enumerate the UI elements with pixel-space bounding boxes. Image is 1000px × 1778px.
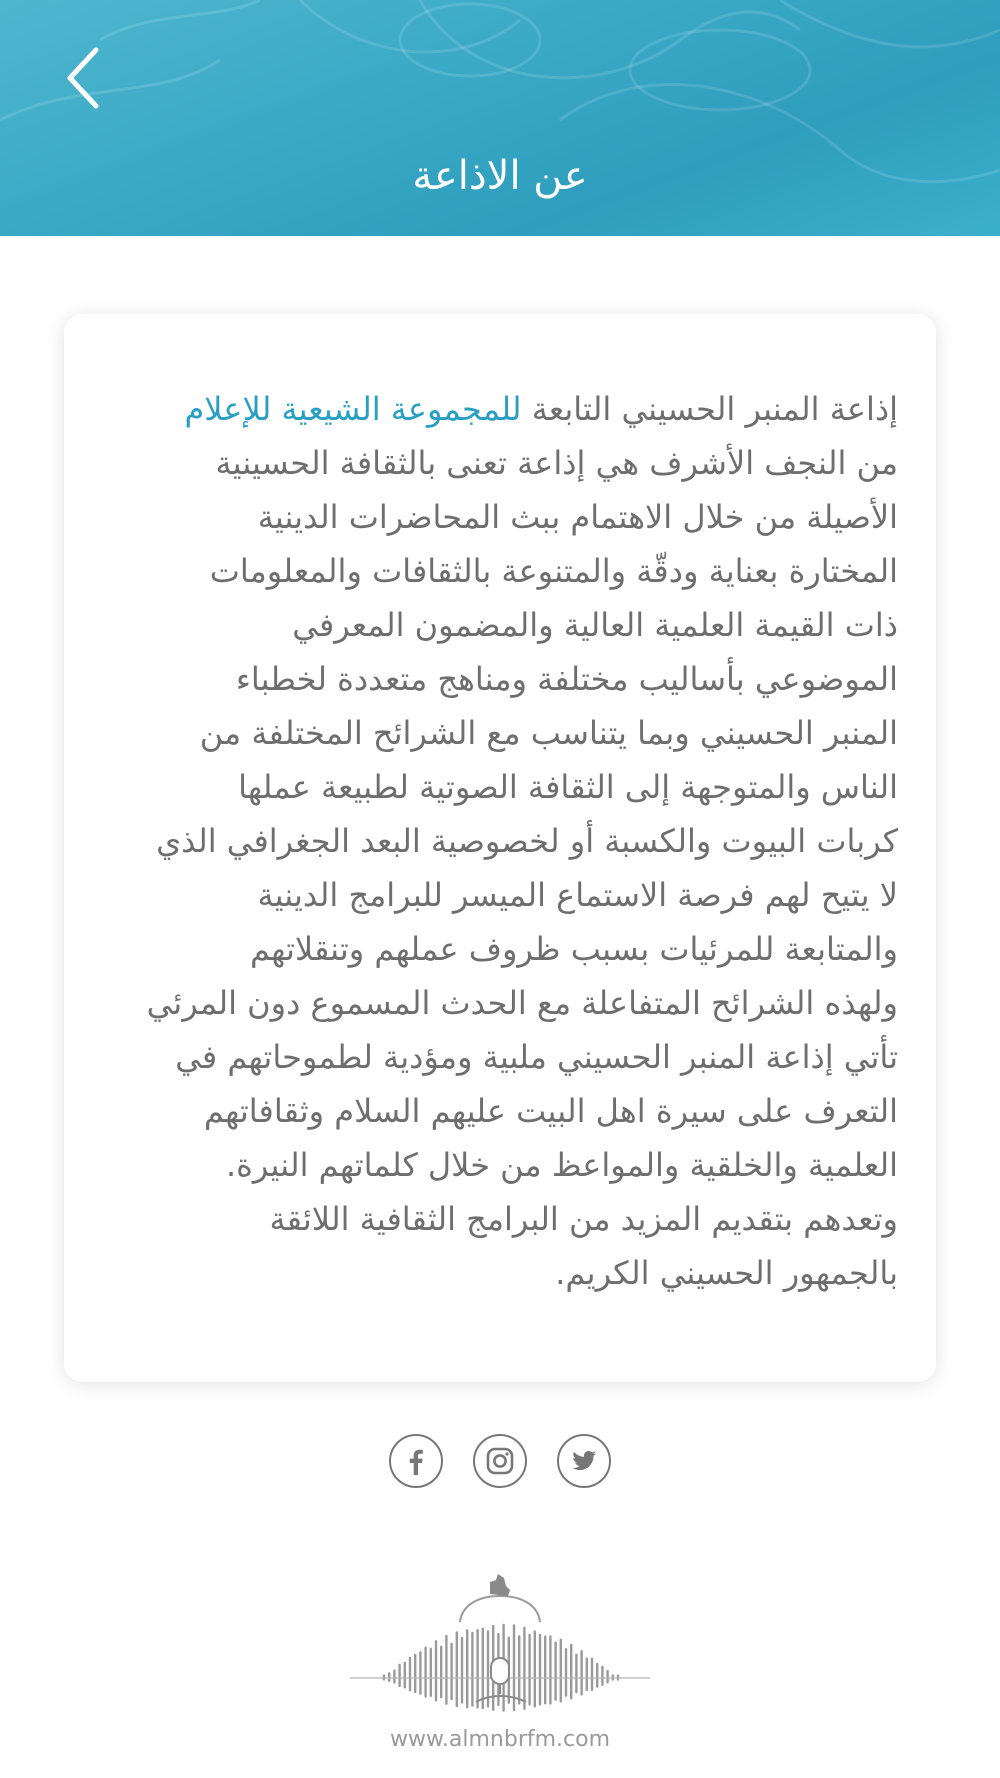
instagram-icon <box>485 1446 515 1476</box>
organization-link[interactable]: للمجموعة الشيعية للإعلام <box>184 390 522 428</box>
page-title: عن الاذاعة <box>412 153 588 199</box>
about-text <box>102 382 898 1300</box>
social-links <box>0 1434 1000 1492</box>
facebook-button[interactable] <box>389 1434 443 1488</box>
website-url[interactable]: www.almnbrfm.com <box>389 1727 611 1752</box>
about-body: من النجف الأشرف هي إذاعة تعنى بالثقافة الحسينية الأصيلة من خلال الاهتمام ببث المحاضرات الدينية المختارة بعناية ودقّة والمتنوعة بالثقافات والمعلومات ذات القيمة العلمية العالية والمضمون المعرفي الموضوعي بأساليب مختلفة ومناهج متعددة لخطباء المنبر الحسيني وبما يتناسب مع الشرائح المختلفة من الناس والمتوجهة إلى الثقافة الصوتية لطبيعة عملها كربات البيوت والكسبة أو لخصوصية البعد الجغرافي الذي لا يتيح لهم فرصة الاستماع الميسر للبرامج الدينية والمتابعة للمرئيات بسبب ظروف عملهم وتنقلاتهم ولهذه الشرائح المتفاعلة مع الحدث المسموع دون المرئي تأتي إذاعة المنبر الحسيني ملبية ومؤدية لطموحاتهم في التعرف على سيرة اهل البيت عليهم السلام وثقافاتهم العلمية والخلقية والمواعظ من خلال كلماتهم النيرة. وتعدهم بتقديم المزيد من البرامج الثقافية اللائقة بالجمهور الحسيني الكريم. <box>146 444 898 1292</box>
facebook-icon <box>401 1446 431 1476</box>
chevron-left-icon <box>56 38 116 118</box>
about-intro: إذاعة المنبر الحسيني التابعة <box>521 390 898 428</box>
instagram-button[interactable] <box>473 1434 527 1488</box>
about-card <box>64 314 936 1382</box>
twitter-button[interactable] <box>557 1434 611 1488</box>
twitter-icon <box>569 1446 599 1476</box>
back-button[interactable] <box>56 38 116 118</box>
header-banner <box>0 0 1000 236</box>
radio-logo <box>350 1574 650 1720</box>
